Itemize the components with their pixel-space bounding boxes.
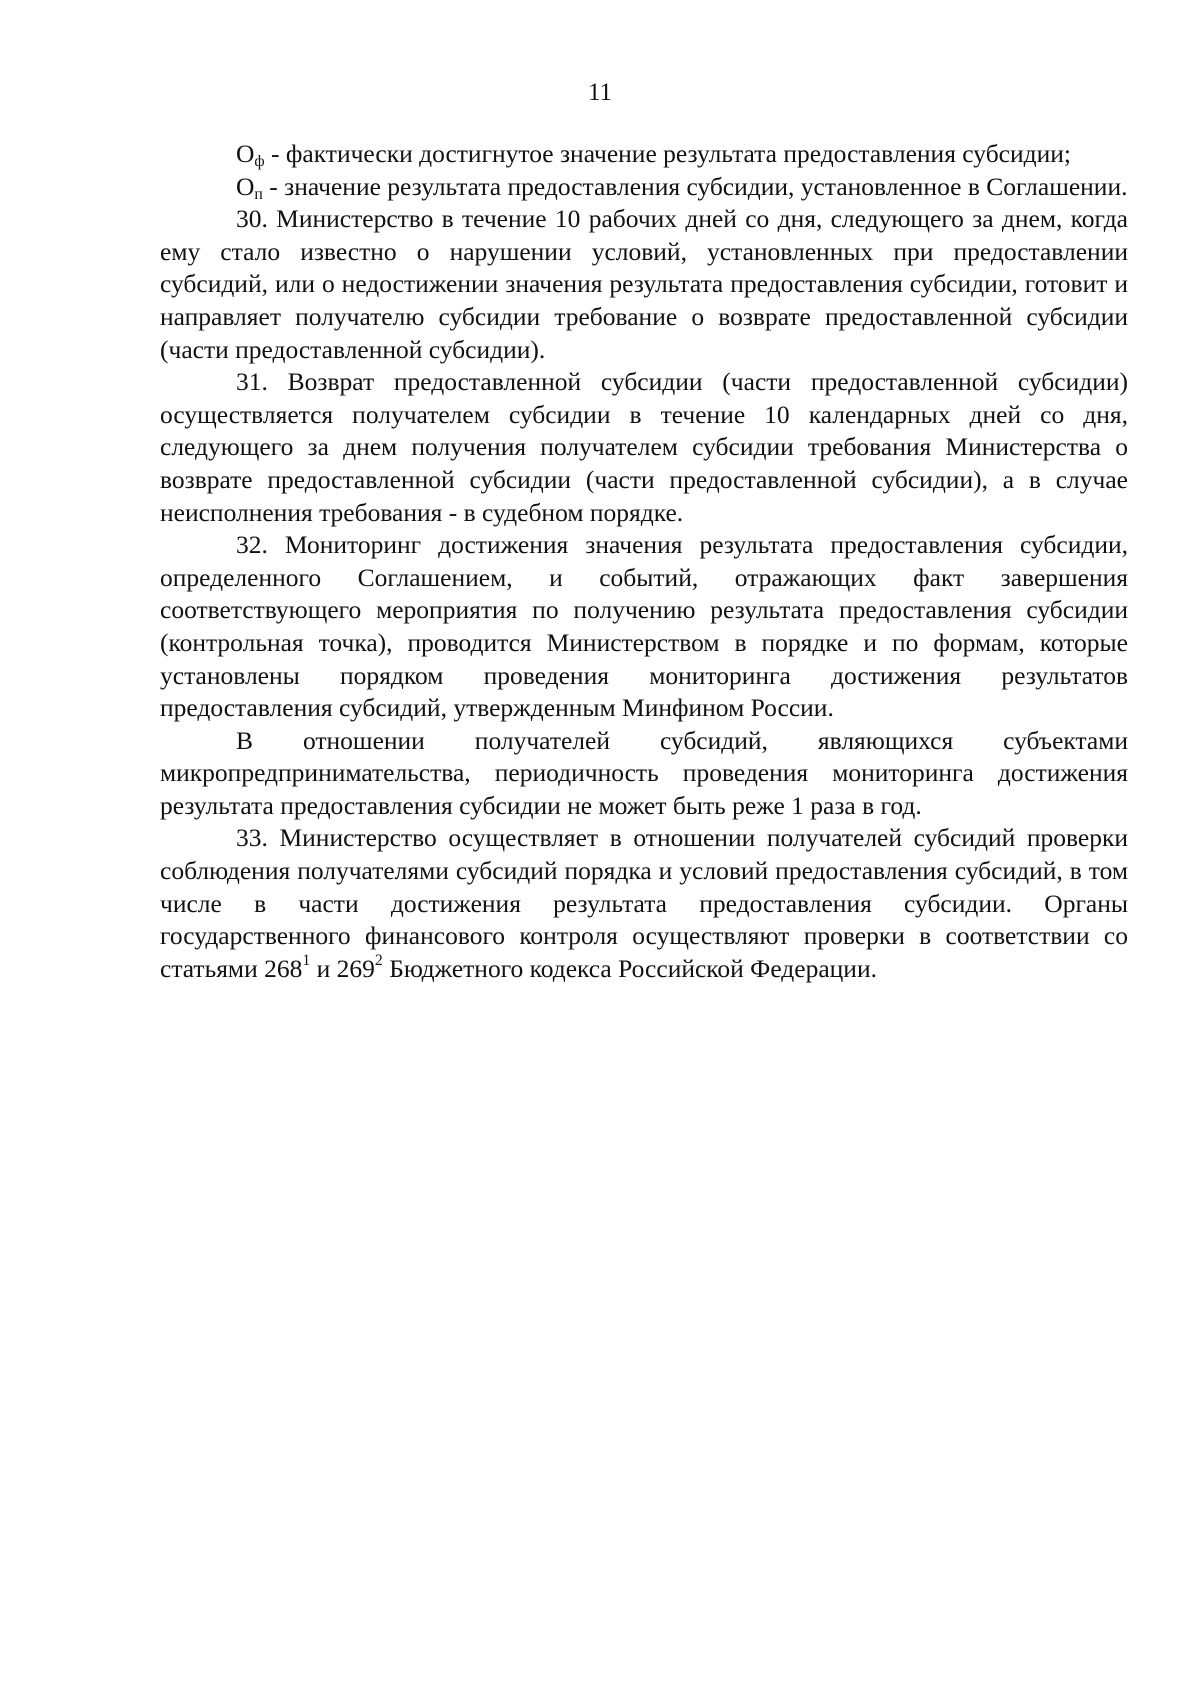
paragraph-32-micro-enterprise: В отношении получателей субсидий, являющихся субъектами микропредпринимательства, периодичность проведения мониторинга достижения результата предоставления субсидии не может быть реже 1 раза в год. — [160, 725, 1128, 820]
paragraph-30: 30. Министерство в течение 10 рабочих дней со дня, следующего за днем, когда ему стало известно о нарушении условий, установленных при предоставлении субсидий, или о недостижении значения результата предоставления субсидии, готовит и направляет получателю субсидии требование о возврате предоставленной субсидии (части предоставленной субсидии). — [160, 204, 1128, 364]
variable-definition-planned — [160, 171, 1128, 204]
variable-symbol: О — [236, 139, 255, 168]
variable-description: - фактически достигнутое значение результата предоставления субсидии; — [264, 139, 1071, 168]
article-number: 268 — [264, 953, 303, 983]
article-superscript: 2 — [374, 952, 383, 969]
article-superscript: 1 — [302, 952, 311, 969]
variable-description: - значение результата предоставления субсидии, установленное в Соглашении. — [262, 171, 1128, 201]
paragraph-31: 31. Возврат предоставленной субсидии (части предоставленной субсидии) осуществляется получателем субсидии в течение 10 календарных дней со дня, следующего за днем получения получателем субсидии требования Министерства о возврате предоставленной субсидии (части предоставленной субсидии), а в случае неисполнения требования - в судебном порядке. — [160, 367, 1128, 527]
article-number: 269 — [336, 953, 375, 983]
document-body — [160, 138, 1128, 985]
variable-subscript: п — [254, 185, 263, 203]
paragraph-33-text: и — [310, 953, 337, 983]
paragraph-33-text: Бюджетного кодекса Российской Федерации. — [382, 953, 877, 983]
paragraph-32: 32. Мониторинг достижения значения результата предоставления субсидии, определенного Соглашением, и событий, отражающих факт завершения соответствующего мероприятия по получению результата предоставления субсидии (контрольная точка), проводится Министерством в порядке и по формам, которые установлены порядком проведения мониторинга достижения результатов предоставления субсидий, утвержденным Минфином России. — [160, 530, 1128, 723]
paragraph-33-text: 33. Министерство осуществляет в отношении получателей субсидий проверки соблюдения получателями субсидий порядка и условий предоставления субсидий, в том числе в части достижения результата предоставления субсидии. Органы государственного финансового контроля осуществляют проверки в соответствии со статьями — [160, 823, 1128, 983]
variable-subscript: ф — [254, 152, 265, 170]
variable-definition-actual — [160, 138, 1128, 171]
page-number: 11 — [587, 79, 613, 106]
variable-symbol: О — [236, 171, 255, 201]
paragraph-33 — [160, 822, 1128, 985]
